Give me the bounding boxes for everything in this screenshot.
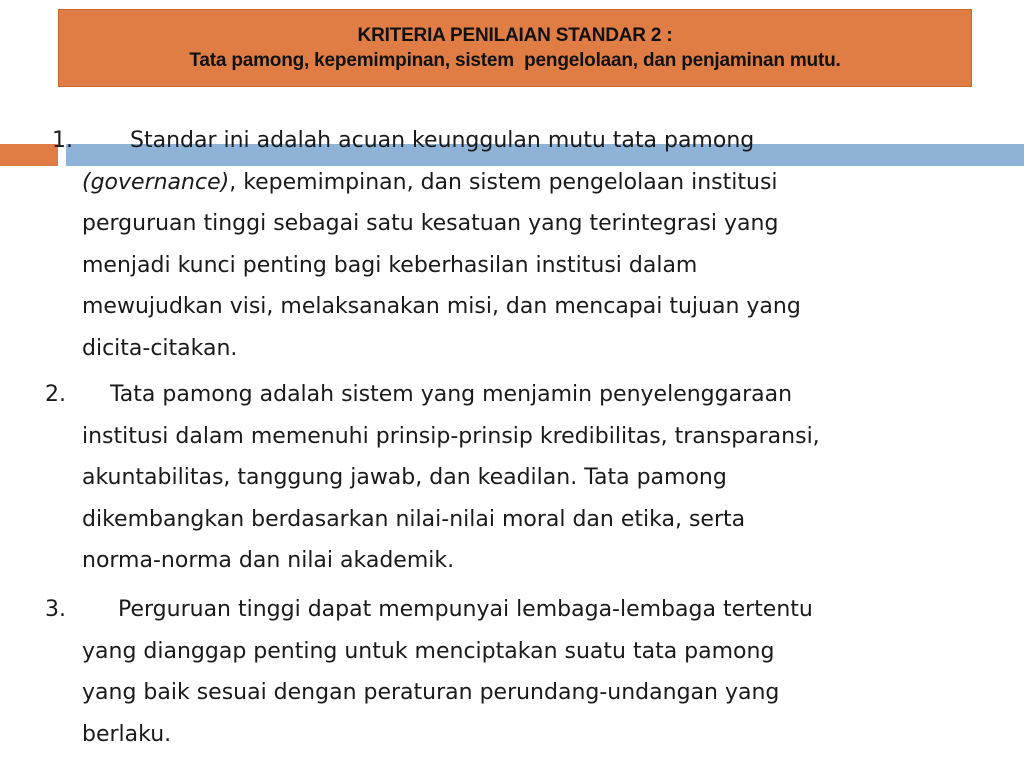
list-item-line: Tata pamong adalah sistem yang menjamin penyelenggaraan [110,382,793,407]
list-item [52,120,982,369]
list-item-line: institusi dalam memenuhi prinsip-prinsip kredibilitas, transparansi, [82,423,820,449]
list-item-number: 3. [45,597,66,622]
list-item-text: , kepemimpinan, dan sistem pengelolaan institusi [229,169,778,195]
list-item-term: (governance) [82,169,230,195]
list-item-line: yang dianggap penting untuk menciptakan suatu tata pamong [82,638,775,664]
list-item-line: Standar ini adalah acuan keunggulan mutu tata pamong [130,128,755,153]
slide-title: KRITERIA PENILAIAN STANDAR 2 : [357,25,673,46]
list-item [45,589,982,755]
list-item-line [82,162,982,204]
list-item-line: akuntabilitas, tanggung jawab, dan keadilan. Tata pamong [82,465,727,490]
list-item-number: 2. [45,382,66,407]
list-item-number: 1. [52,128,73,153]
list-item-line: berlaku. [82,721,172,747]
list-item [45,374,982,582]
slide-subtitle: Tata pamong, kepemimpinan, sistem pengelolaan, dan penjaminan mutu. [189,50,841,71]
list-item-line: yang baik sesuai dengan peraturan perundang-undangan yang [82,680,780,705]
list-item-line: dicita-citakan. [82,335,238,361]
list-item-line: dikembangkan berdasarkan nilai-nilai moral dan etika, serta [82,506,746,532]
list-item-line: menjadi kunci penting bagi keberhasilan institusi dalam [82,252,698,278]
list-item-line: Perguruan tinggi dapat mempunyai lembaga-lembaga tertentu [118,597,813,622]
list-item-line: mewujudkan visi, melaksanakan misi, dan mencapai tujuan yang [82,294,801,319]
list-item-line: perguruan tinggi sebagai satu kesatuan yang terintegrasi yang [82,211,779,236]
list-item-line: norma-norma dan nilai akademik. [82,548,455,573]
